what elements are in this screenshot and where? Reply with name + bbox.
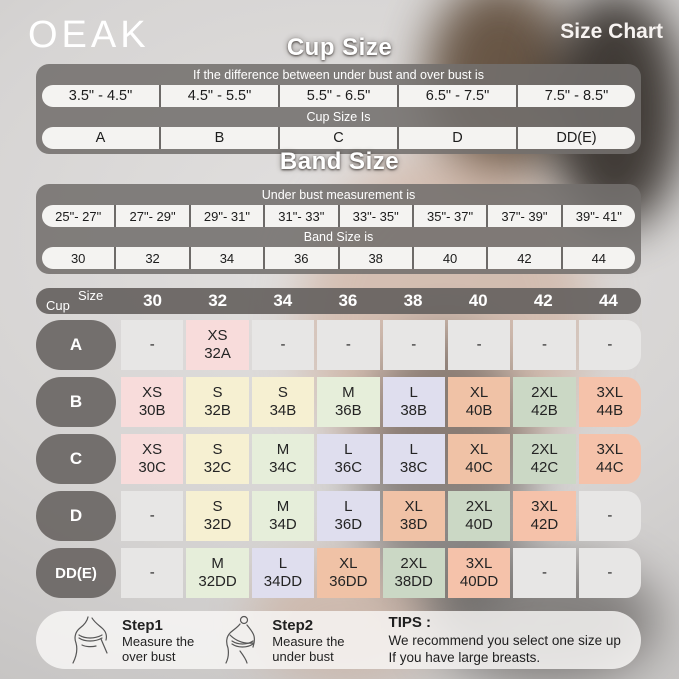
cup-size-table xyxy=(36,64,641,154)
matrix-row-label-DD(E): DD(E) xyxy=(36,548,116,598)
matrix-cell-B-32: S 32B xyxy=(186,377,248,427)
matrix-corner-cup-label: Cup xyxy=(46,298,70,313)
matrix-cell-B-30: XS 30B xyxy=(121,377,183,427)
measure-under-bust-icon xyxy=(220,615,262,665)
band-size-title: Band Size xyxy=(279,148,400,175)
matrix-column-headers xyxy=(120,291,641,311)
matrix-corner xyxy=(36,288,120,314)
cup-letter-row xyxy=(42,127,635,149)
band-number-cell-1: 32 xyxy=(114,247,188,269)
underbust-range-cell-6: 37"- 39" xyxy=(486,205,560,227)
underbust-range-cell-1: 27"- 29" xyxy=(114,205,188,227)
cup-letter-cell-1: B xyxy=(159,127,278,149)
matrix-cell-DD(E)-36: XL 36DD xyxy=(317,548,379,598)
tips-title: TIPS : xyxy=(388,614,432,631)
measure-over-bust-icon xyxy=(70,615,112,665)
step1-line1: Measure the xyxy=(122,633,195,649)
band-number-cell-2: 34 xyxy=(189,247,263,269)
matrix-column-header-44: 44 xyxy=(598,291,618,310)
band-size-table-subheader: Band Size is xyxy=(303,230,374,244)
underbust-range-row xyxy=(42,205,635,227)
page-title: Size Chart xyxy=(560,20,663,43)
matrix-cell-A-38: - xyxy=(383,320,445,370)
step1-title: Step1 xyxy=(122,616,163,634)
matrix-column-header-38: 38 xyxy=(403,291,423,310)
cup-letter-cell-0: A xyxy=(95,130,106,146)
matrix-column-header-36: 36 xyxy=(338,291,358,310)
matrix-row-B xyxy=(36,377,641,427)
cup-difference-cell-1: 4.5" - 5.5" xyxy=(159,85,278,107)
matrix-cell-C-32: S 32C xyxy=(186,434,248,484)
band-number-row xyxy=(42,247,635,269)
matrix-row-C xyxy=(36,434,641,484)
matrix-cell-B-34: S 34B xyxy=(252,377,314,427)
matrix-row-label-B: B xyxy=(36,377,116,427)
matrix-cell-A-42: - xyxy=(513,320,575,370)
matrix-row-D xyxy=(36,491,641,541)
step2-block xyxy=(272,617,344,664)
matrix-cell-A-44: - xyxy=(579,320,641,370)
matrix-cell-B-42: 2XL 42B xyxy=(513,377,575,427)
band-number-cell-6: 42 xyxy=(486,247,560,269)
matrix-cell-A-34: - xyxy=(252,320,314,370)
band-number-cell-3: 36 xyxy=(263,247,337,269)
matrix-column-header-30: 30 xyxy=(143,291,163,310)
cup-difference-cell-3: 6.5" - 7.5" xyxy=(397,85,516,107)
matrix-cell-B-38: L 38B xyxy=(383,377,445,427)
matrix-row-label-A: A xyxy=(36,320,116,370)
band-number-cell-7: 44 xyxy=(561,247,635,269)
band-number-cell-4: 38 xyxy=(338,247,412,269)
matrix-cell-B-40: XL 40B xyxy=(448,377,510,427)
matrix-row-DD(E) xyxy=(36,548,641,598)
step1-line2: over bust xyxy=(122,648,176,664)
matrix-cell-A-36: - xyxy=(317,320,379,370)
cup-difference-row xyxy=(42,85,635,107)
underbust-range-cell-7: 39"- 41" xyxy=(561,205,635,227)
matrix-cell-D-36: L 36D xyxy=(317,491,379,541)
band-size-table-header: Under bust measurement is xyxy=(261,188,416,202)
matrix-row-label-D: D xyxy=(36,491,116,541)
matrix-cell-B-44: 3XL 44B xyxy=(579,377,641,427)
cup-difference-cell-2: 5.5" - 6.5" xyxy=(278,85,397,107)
step2-line1: Measure the xyxy=(272,633,345,649)
underbust-range-cell-4: 33"- 35" xyxy=(338,205,412,227)
size-matrix xyxy=(36,320,641,605)
tips-line2: If you have large breasts. xyxy=(388,650,541,665)
matrix-cell-C-30: XS 30C xyxy=(121,434,183,484)
tips-line1: We recommend you select one size up xyxy=(388,633,621,648)
matrix-column-header-40: 40 xyxy=(468,291,488,310)
matrix-row-A xyxy=(36,320,641,370)
underbust-range-cell-3: 31"- 33" xyxy=(263,205,337,227)
matrix-cell-D-34: M 34D xyxy=(252,491,314,541)
footer-help-bar xyxy=(36,611,641,669)
matrix-column-header-34: 34 xyxy=(273,291,293,310)
matrix-cell-DD(E)-34: L 34DD xyxy=(252,548,314,598)
matrix-cell-C-36: L 36C xyxy=(317,434,379,484)
matrix-cell-D-42: 3XL 42D xyxy=(513,491,575,541)
matrix-cell-C-42: 2XL 42C xyxy=(513,434,575,484)
matrix-cell-DD(E)-30: - xyxy=(121,548,183,598)
cup-letter-cell-4: DD(E) xyxy=(516,127,635,149)
step2-line2: under bust xyxy=(272,648,334,664)
matrix-cell-C-38: L 38C xyxy=(383,434,445,484)
matrix-cell-A-32: XS 32A xyxy=(186,320,248,370)
brand-logo: OEAK xyxy=(28,14,150,56)
tips-block xyxy=(389,614,621,666)
matrix-cell-D-40: 2XL 40D xyxy=(448,491,510,541)
matrix-column-header-32: 32 xyxy=(208,291,228,310)
matrix-corner-size-label: Size xyxy=(78,288,104,303)
underbust-range-cell-2: 29"- 31" xyxy=(189,205,263,227)
matrix-cell-C-44: 3XL 44C xyxy=(579,434,641,484)
matrix-cell-D-32: S 32D xyxy=(186,491,248,541)
matrix-cell-DD(E)-32: M 32DD xyxy=(186,548,248,598)
matrix-cell-DD(E)-42: - xyxy=(513,548,575,598)
underbust-range-cell-0: 25"- 27" xyxy=(55,208,102,224)
underbust-range-cell-5: 35"- 37" xyxy=(412,205,486,227)
step1-block xyxy=(122,617,194,664)
cup-difference-cell-0: 3.5" - 4.5" xyxy=(68,88,133,104)
matrix-column-header-42: 42 xyxy=(533,291,553,310)
band-number-cell-0: 30 xyxy=(70,250,86,266)
band-size-table xyxy=(36,184,641,274)
matrix-row-label-C: C xyxy=(36,434,116,484)
cup-letter-cell-3: D xyxy=(397,127,516,149)
cup-size-table-subheader: Cup Size Is xyxy=(306,110,371,124)
cup-difference-cell-4: 7.5" - 8.5" xyxy=(516,85,635,107)
cup-letter-cell-2: C xyxy=(278,127,397,149)
matrix-cell-B-36: M 36B xyxy=(317,377,379,427)
cup-size-title: Cup Size xyxy=(286,34,393,61)
matrix-cell-DD(E)-38: 2XL 38DD xyxy=(383,548,445,598)
matrix-cell-A-30: - xyxy=(121,320,183,370)
matrix-cell-D-30: - xyxy=(121,491,183,541)
matrix-cell-C-34: M 34C xyxy=(252,434,314,484)
matrix-cell-D-44: - xyxy=(579,491,641,541)
matrix-cell-C-40: XL 40C xyxy=(448,434,510,484)
matrix-cell-D-38: XL 38D xyxy=(383,491,445,541)
matrix-cell-A-40: - xyxy=(448,320,510,370)
matrix-cell-DD(E)-44: - xyxy=(579,548,641,598)
step2-title: Step2 xyxy=(272,616,314,634)
band-number-cell-5: 40 xyxy=(412,247,486,269)
cup-size-table-header: If the difference between under bust and over bust is xyxy=(193,68,484,82)
matrix-cell-DD(E)-40: 3XL 40DD xyxy=(448,548,510,598)
matrix-header xyxy=(36,288,641,314)
